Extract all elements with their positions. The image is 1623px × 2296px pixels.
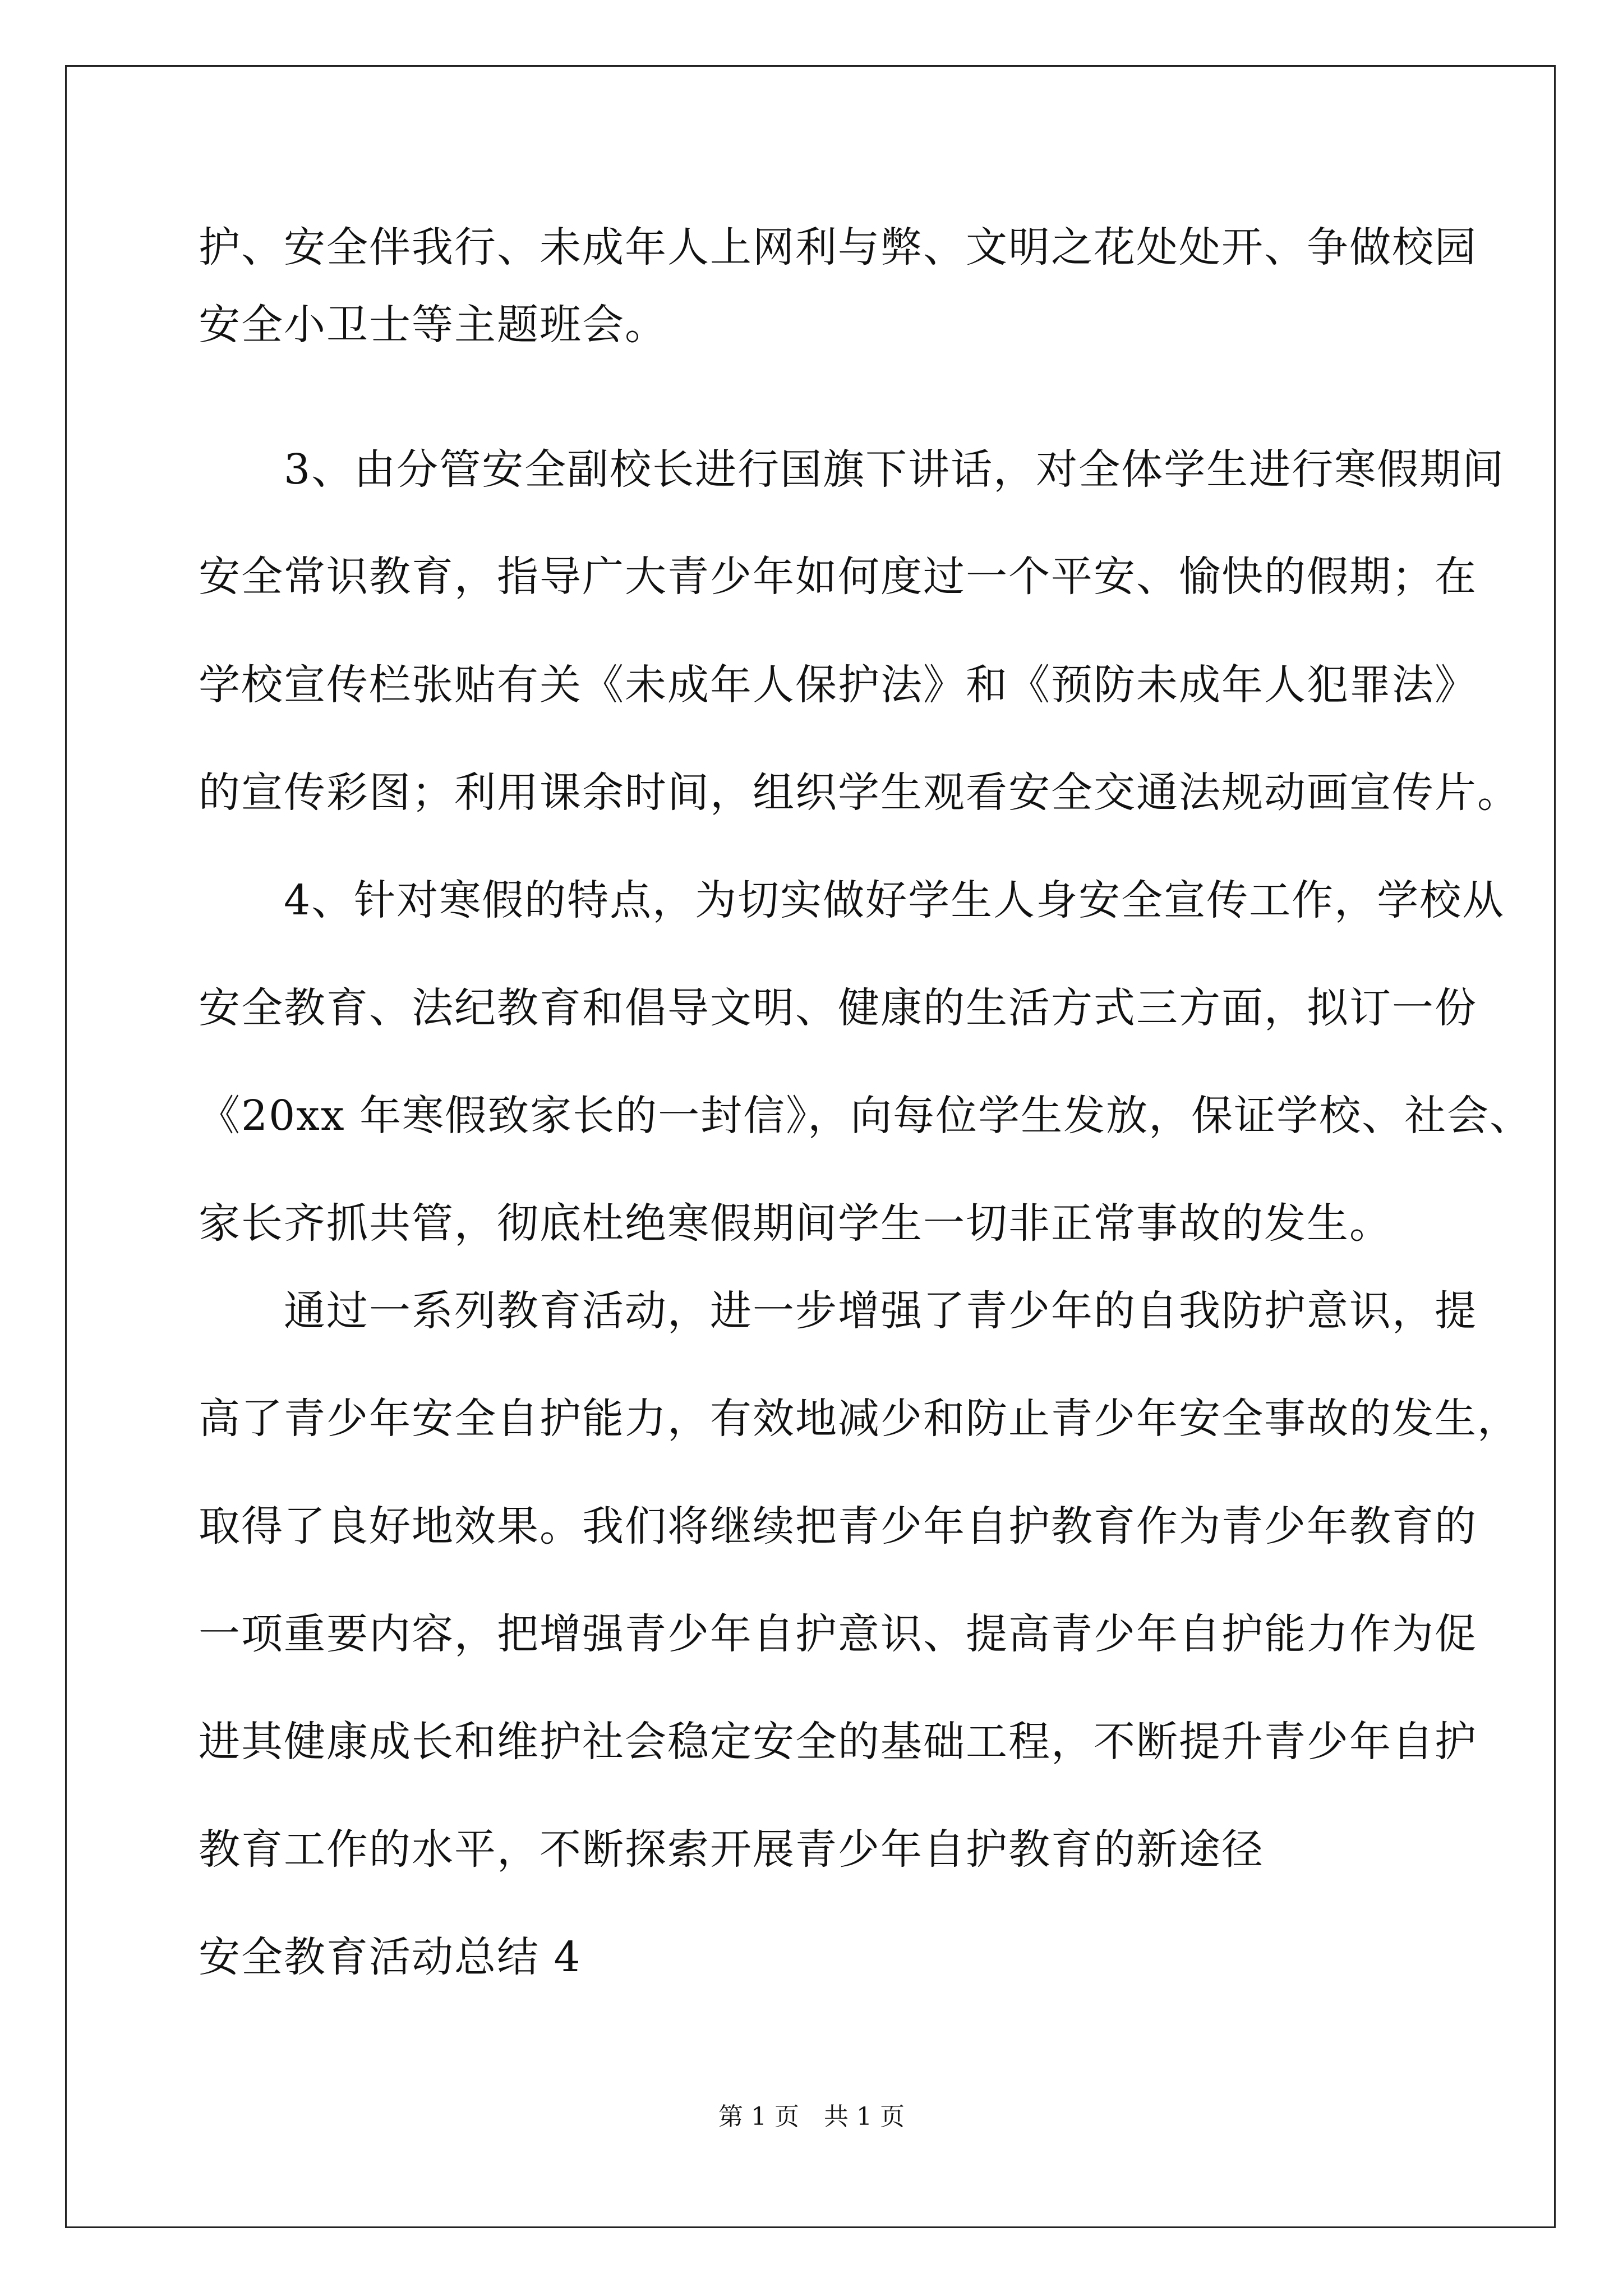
- text-line: 安全小卫士等主题班会。: [199, 301, 667, 349]
- paragraph-4-start: 4、针对寒假的特点，为切实做好学生人身安全宣传工作，学校从: [199, 876, 1505, 924]
- text-line: 《20xx 年寒假致家长的一封信》，向每位学生发放，保证学校、社会、: [199, 1092, 1533, 1140]
- text-line: 一项重要内容，把增强青少年自护意识、提高青少年自护能力作为促: [199, 1610, 1477, 1658]
- text-line: 的宣传彩图；利用课余时间，组织学生观看安全交通法规动画宣传片。: [199, 769, 1520, 817]
- text-line: 家长齐抓共管，彻底杜绝寒假期间学生一切非正常事故的发生。: [199, 1199, 1392, 1248]
- text-line: 学校宣传栏张贴有关《未成年人保护法》和《预防未成年人犯罪法》: [199, 661, 1477, 709]
- paragraph-3-start: 3、由分管安全副校长进行国旗下讲话，对全体学生进行寒假期间: [199, 445, 1505, 494]
- page-border: [65, 65, 1556, 2228]
- text-line: 取得了良好地效果。我们将继续把青少年自护教育作为青少年教育的: [199, 1502, 1477, 1550]
- text-line: 高了青少年安全自护能力，有效地减少和防止青少年安全事故的发生，: [199, 1395, 1520, 1443]
- section-heading: 安全教育活动总结 4: [199, 1933, 582, 1981]
- text-line: 安全常识教育，指导广大青少年如何度过一个平安、愉快的假期；在: [199, 553, 1477, 601]
- text-line: 安全教育、法纪教育和倡导文明、健康的生活方式三方面，拟订一份: [199, 984, 1477, 1032]
- page-number-footer: 第 1 页 共 1 页: [718, 2102, 905, 2131]
- text-line: 护、安全伴我行、未成年人上网利与弊、文明之花处处开、争做校园: [199, 223, 1477, 272]
- paragraph-summary-start: 通过一系列教育活动，进一步增强了青少年的自我防护意识，提: [199, 1287, 1477, 1335]
- text-line: 教育工作的水平，不断探索开展青少年自护教育的新途径: [199, 1825, 1264, 1874]
- text-line: 进其健康成长和维护社会稳定安全的基础工程，不断提升青少年自护: [199, 1718, 1477, 1766]
